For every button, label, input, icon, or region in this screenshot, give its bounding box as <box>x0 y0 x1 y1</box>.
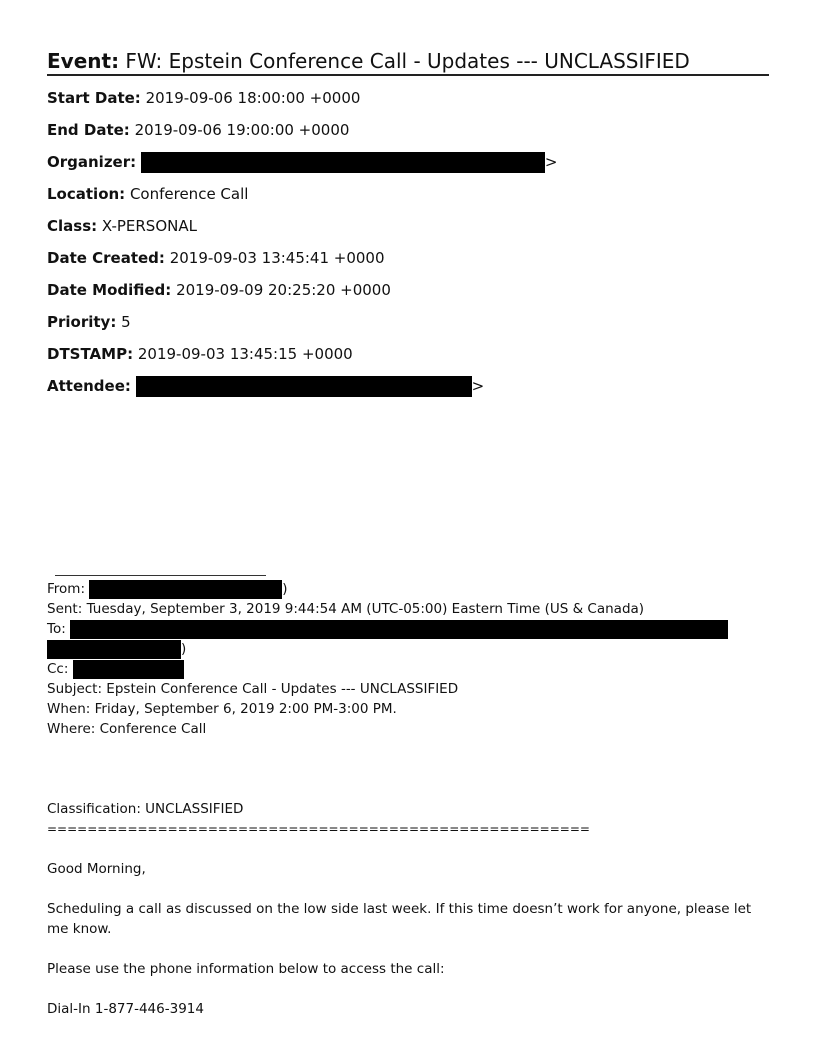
attendee-suffix: > <box>471 377 485 395</box>
body-paragraph-2: Please use the phone information below to access the call: <box>47 961 445 977</box>
from-label: From: <box>47 581 85 597</box>
email-sent-line: Sent: Tuesday, September 3, 2019 9:44:54 AM (UTC-05:00) Eastern Time (US & Canada) <box>47 601 645 617</box>
end-date-label: End Date: <box>47 121 130 139</box>
start-date-value: 2019-09-06 18:00:00 +0000 <box>145 89 361 107</box>
cc-label: Cc: <box>47 661 69 677</box>
class-value: X-PERSONAL <box>101 217 197 235</box>
priority-label: Priority: <box>47 313 117 331</box>
greeting-text: Good Morning, <box>47 861 146 877</box>
dial-in-line: Dial-In 1-877-446-3914 <box>47 1001 204 1017</box>
email-when-line: When: Friday, September 6, 2019 2:00 PM-3:00 PM. <box>47 701 397 717</box>
to-redaction <box>70 620 728 639</box>
classification-divider: ====================================================== <box>47 822 590 836</box>
dtstamp-field <box>47 344 353 364</box>
priority-value: 5 <box>121 313 131 331</box>
end-date-field <box>47 120 349 140</box>
date-modified-field <box>47 280 391 300</box>
email-to-line <box>47 619 728 639</box>
event-title-label: Event: <box>47 49 120 73</box>
from-suffix: ) <box>282 581 288 597</box>
attendee-field <box>47 376 484 397</box>
to-redaction-continued <box>47 640 181 659</box>
date-modified-label: Date Modified: <box>47 281 172 299</box>
organizer-label: Organizer: <box>47 153 137 171</box>
organizer-field <box>47 152 558 173</box>
dtstamp-value: 2019-09-03 13:45:15 +0000 <box>137 345 353 363</box>
location-value: Conference Call <box>129 185 249 203</box>
cc-redaction <box>73 660 184 679</box>
priority-field <box>47 312 131 332</box>
email-separator <box>55 575 266 576</box>
end-date-value: 2019-09-06 19:00:00 +0000 <box>134 121 350 139</box>
organizer-suffix: > <box>544 153 558 171</box>
body-paragraph-1: Scheduling a call as discussed on the low side last week. If this time doesn’t work for anyone, please let me know. <box>47 901 752 937</box>
location-label: Location: <box>47 185 126 203</box>
attendee-redaction <box>136 376 472 397</box>
from-redaction <box>89 580 282 599</box>
to-suffix: ) <box>181 641 187 657</box>
event-title-value: FW: Epstein Conference Call - Updates --- UNCLASSIFIED <box>125 49 690 73</box>
date-created-field <box>47 248 385 268</box>
classification-line: Classification: UNCLASSIFIED <box>47 801 244 817</box>
start-date-field <box>47 88 360 108</box>
dtstamp-label: DTSTAMP: <box>47 345 134 363</box>
date-modified-value: 2019-09-09 20:25:20 +0000 <box>176 281 391 299</box>
email-to-continuation <box>47 639 186 659</box>
email-cc-line <box>47 659 184 679</box>
attendee-label: Attendee: <box>47 377 131 395</box>
class-field <box>47 216 197 236</box>
email-where-line: Where: Conference Call <box>47 721 207 737</box>
to-label: To: <box>47 621 66 637</box>
class-label: Class: <box>47 217 98 235</box>
email-from-line <box>47 579 288 599</box>
organizer-redaction <box>141 152 545 173</box>
email-subject-line: Subject: Epstein Conference Call - Updates --- UNCLASSIFIED <box>47 681 459 697</box>
date-created-value: 2019-09-03 13:45:41 +0000 <box>169 249 385 267</box>
start-date-label: Start Date: <box>47 89 141 107</box>
date-created-label: Date Created: <box>47 249 165 267</box>
event-title <box>47 48 769 76</box>
location-field <box>47 184 248 204</box>
